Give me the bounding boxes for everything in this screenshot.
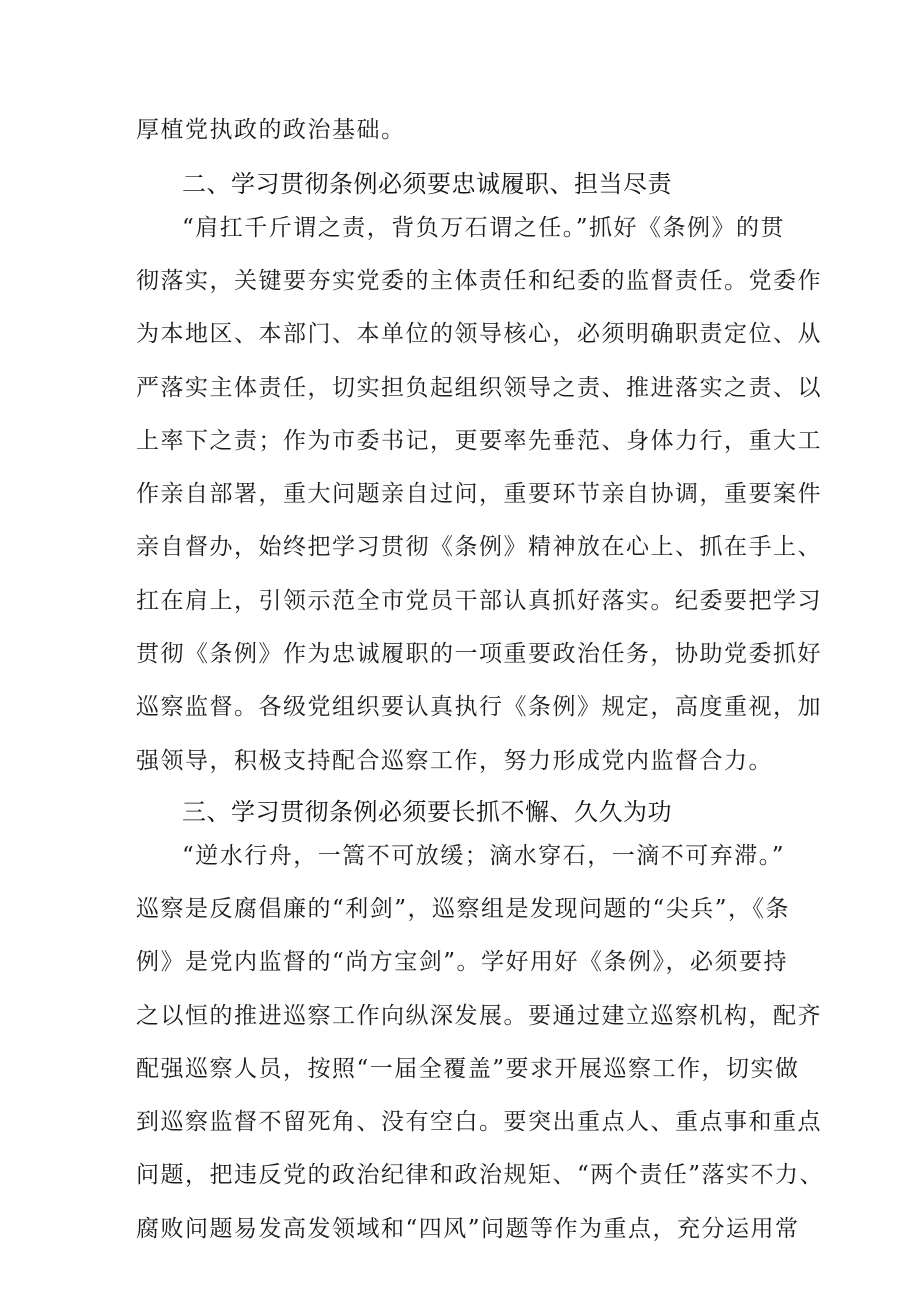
paragraph-line: 到巡察监督不留死角、没有空白。要突出重点人、重点事和重点: [136, 1109, 822, 1135]
section-3-heading: 三、学习贯彻条例必须要长抓不懈、久久为功: [182, 798, 672, 826]
paragraph-line: 巡察是反腐倡廉的“利剑”，巡察组是发现问题的“尖兵”，《条: [136, 896, 791, 922]
paragraph-line: 亲自督办，始终把学习贯彻《条例》精神放在心上、抓在手上、: [136, 534, 822, 560]
paragraph-line: “肩扛千斤谓之责，背负万石谓之任。”抓好《条例》的贯: [182, 215, 786, 241]
paragraph-line: 强领导，积极支持配合巡察工作，努力形成党内监督合力。: [136, 748, 773, 774]
paragraph-line: 贯彻《条例》作为忠诚履职的一项重要政治任务，协助党委抓好: [136, 641, 822, 667]
paragraph-line: 扛在肩上，引领示范全市党员干部认真抓好落实。纪委要把学习: [136, 588, 822, 614]
paragraph-line: 腐败问题易发高发领域和“四风”问题等作为重点，充分运用常: [136, 1216, 800, 1242]
paragraph-line: 之以恒的推进巡察工作向纵深发展。要通过建立巡察机构，配齐: [136, 1003, 822, 1029]
paragraph-line: 配强巡察人员，按照“一届全覆盖”要求开展巡察工作，切实做: [136, 1056, 800, 1082]
paragraph-line: 为本地区、本部门、本单位的领导核心，必须明确职责定位、从: [136, 321, 822, 347]
paragraph-line: 问题，把违反党的政治纪律和政治规矩、“两个责任”落实不力、: [136, 1162, 825, 1188]
paragraph-line: 上率下之责；作为市委书记，更要率先垂范、身体力行，重大工: [136, 428, 822, 454]
paragraph-line: 彻落实，关键要夯实党委的主体责任和纪委的监督责任。党委作: [136, 268, 822, 294]
paragraph-line: 巡察监督。各级党组织要认真执行《条例》规定，高度重视，加: [136, 694, 822, 720]
paragraph-line: 例》是党内监督的“尚方宝剑”。学好用好《条例》，必须要持: [136, 949, 789, 975]
paragraph-line: “逆水行舟，一篙不可放缓；滴水穿石，一滴不可弃滞。”: [182, 843, 786, 869]
paragraph-line: 严落实主体责任，切实担负起组织领导之责、推进落实之责、以: [136, 375, 822, 401]
paragraph-line: 作亲自部署，重大问题亲自过问，重要环节亲自协调，重要案件: [136, 481, 822, 507]
lead-paragraph-line: 厚植党执政的政治基础。: [136, 117, 406, 143]
section-2-heading: 二、学习贯彻条例必须要忠诚履职、担当尽责: [182, 170, 672, 198]
